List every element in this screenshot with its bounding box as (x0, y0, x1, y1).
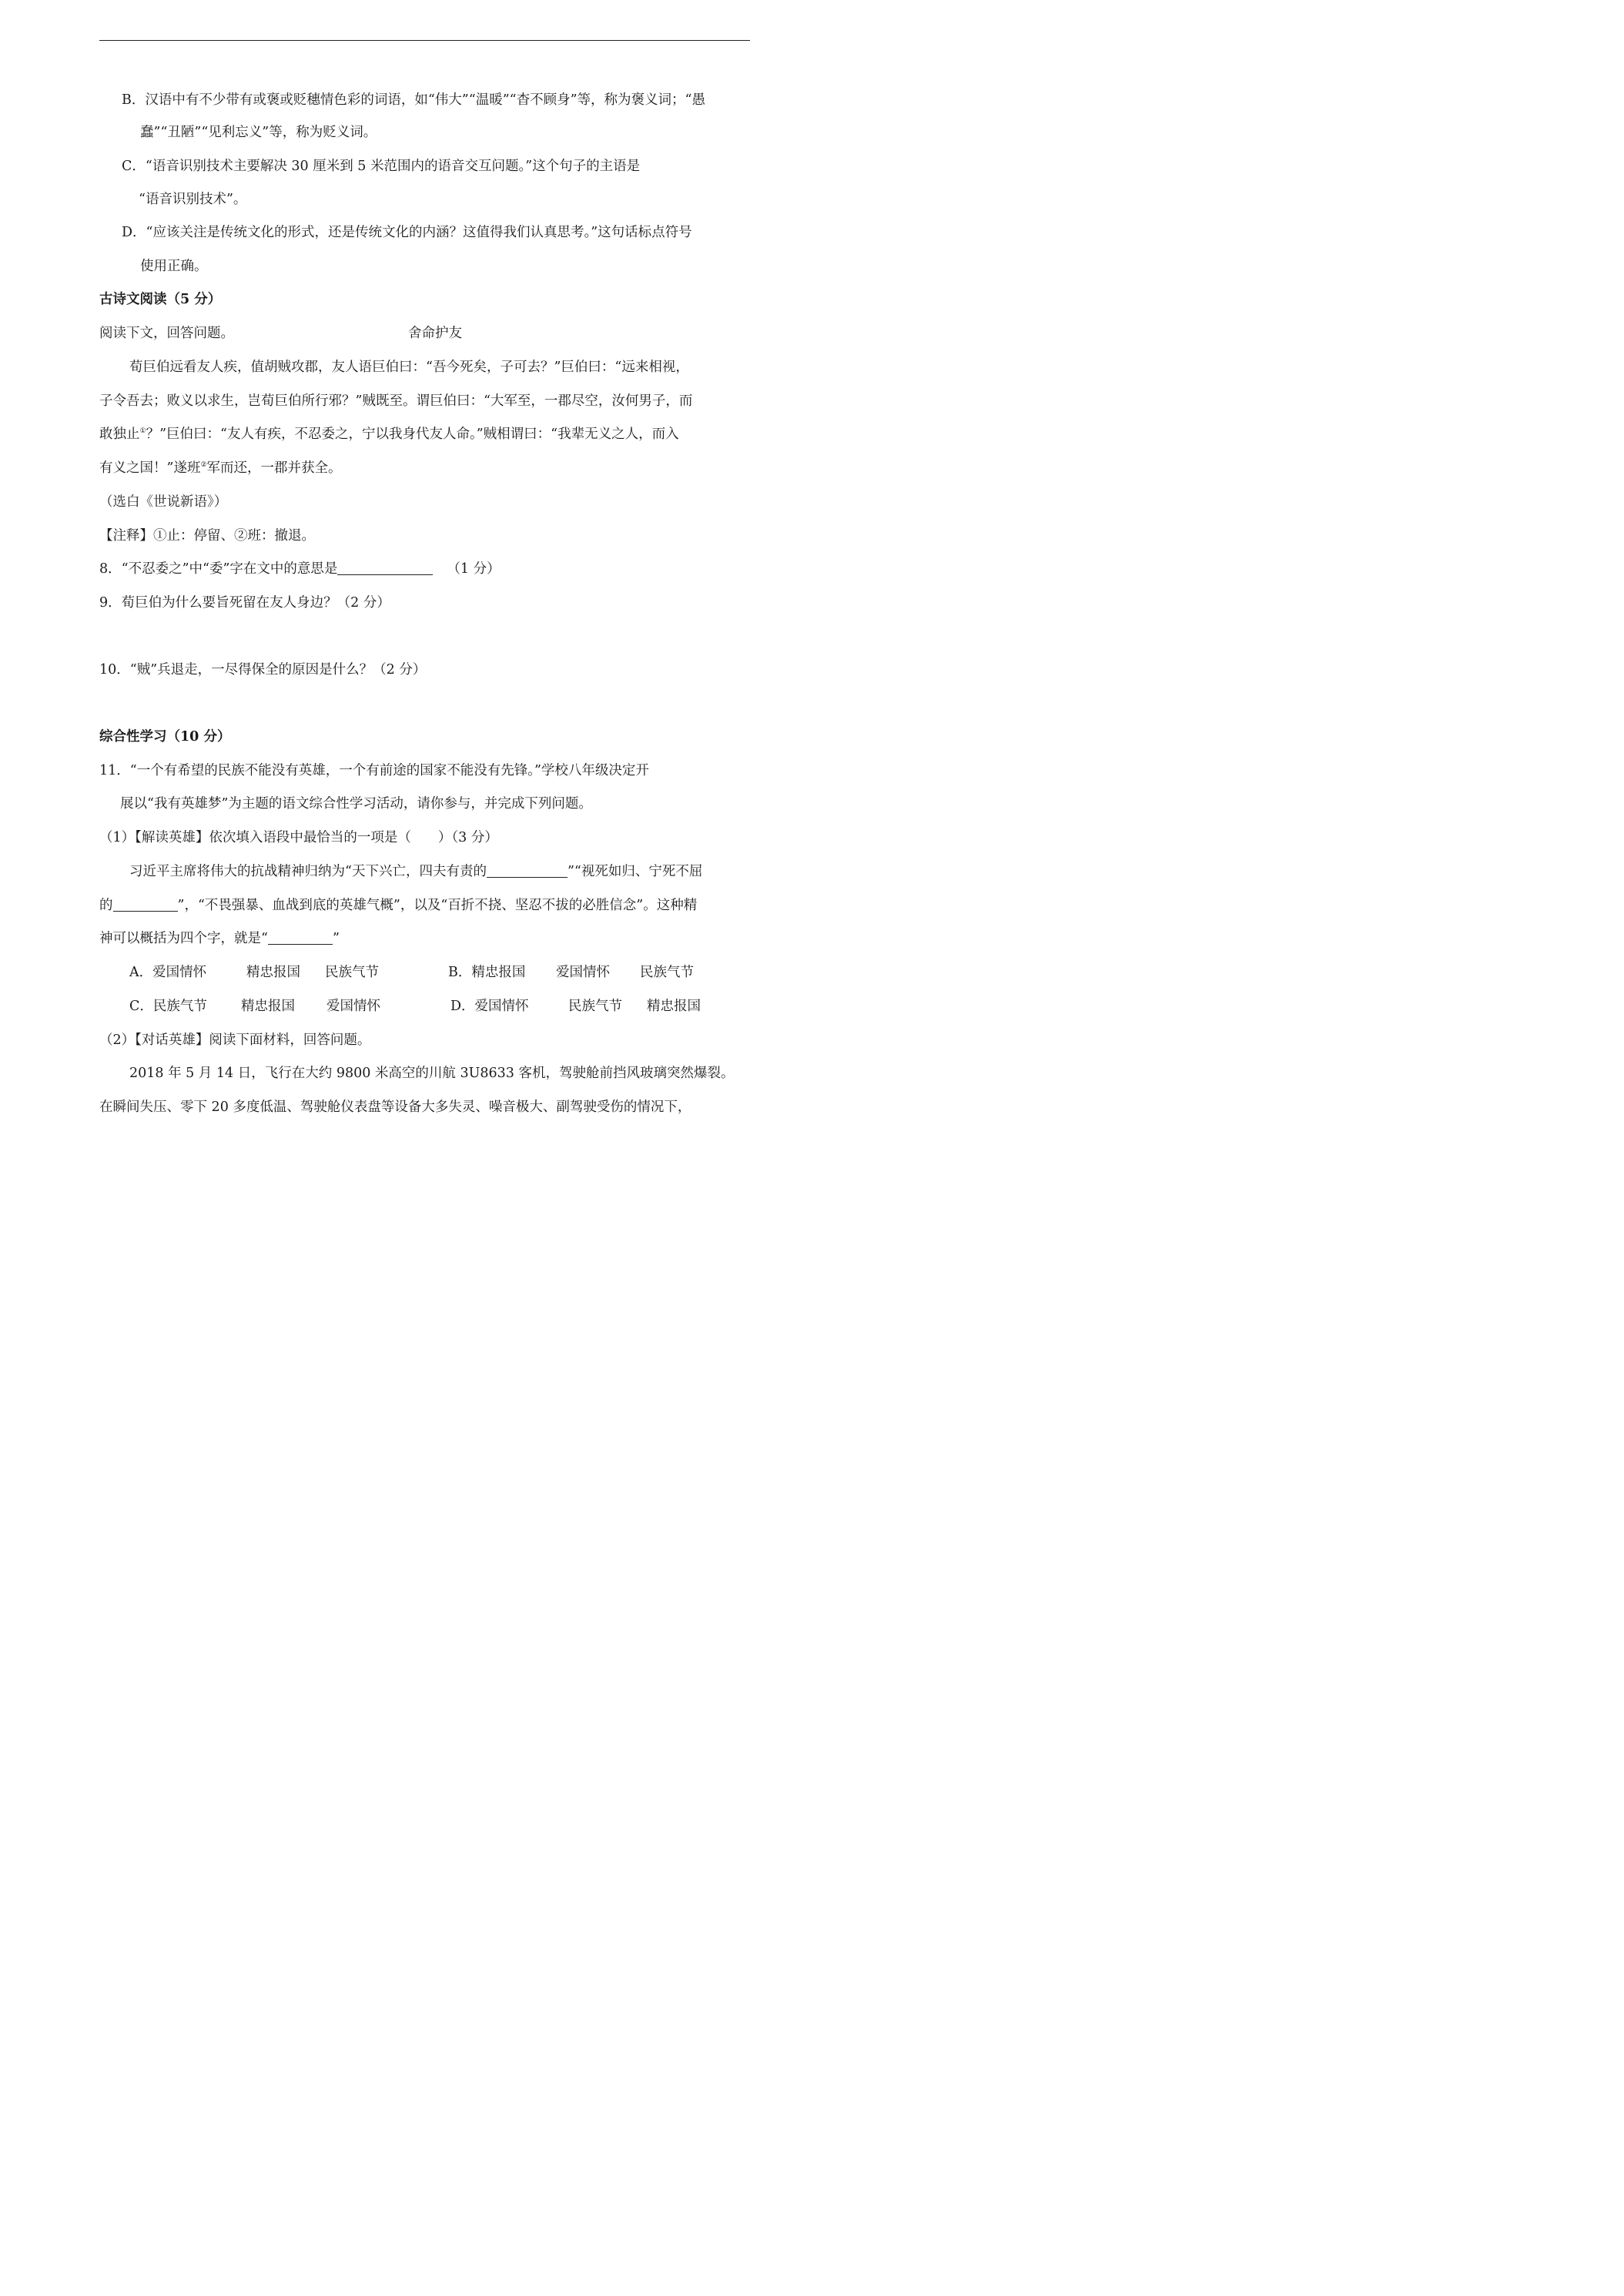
section-heading-classical: 古诗文阅读（5 分） (99, 292, 222, 307)
choice-c-1[interactable]: C．民族气节 (129, 999, 207, 1014)
option-c-line1: C．“语音识别技术主要解决 30 厘米到 5 米范围内的语音交互问题。”这个句子的主语是 (122, 159, 641, 174)
answer-blank-3[interactable] (268, 930, 333, 945)
reading-intro: 阅读下文，回答问题。 (99, 326, 234, 341)
fill-paragraph-line3: 神可以概括为四个字，就是“ ” (99, 931, 340, 946)
sub-question-1: （1）【解读英雄】依次填入语段中最恰当的一项是（ ）（3 分） (99, 830, 498, 845)
fill-paragraph-line2: 的 ”，“不畏强暴、血战到底的英雄气概”，以及“百折不挠、坚忍不拔的必胜信念”。这种精 (99, 898, 698, 913)
passage-line-1: 荀巨伯远看友人疾，值胡贼攻郡，友人语巨伯曰：“吾今死矣，子可去？”巨伯曰：“远来相视， (129, 360, 689, 375)
option-b-line1: B．汉语中有不少带有或褒或贬穗情色彩的词语，如“伟大”“温暖”“杳不顾身”等，称为褒义词；“愚 (122, 92, 705, 108)
header-rule (99, 40, 750, 41)
option-b-line2: 蠢”“丑陋”“见利忘义”等，称为贬义词。 (140, 125, 377, 140)
passage-notes: 【注释】①止：停留、②班：撤退。 (99, 528, 315, 544)
answer-blank-2[interactable] (113, 897, 178, 912)
question-10: 10．“贼”兵退走，一尽得保全的原因是什么？（2 分） (99, 662, 427, 678)
question-11-line1: 11．“一个有希望的民族不能没有英雄，一个有前途的国家不能没有先锋。”学校八年级决定开 (99, 763, 649, 778)
answer-blank-q8[interactable] (337, 561, 433, 575)
option-c-line2: “语音识别技术”。 (139, 192, 247, 207)
material-line2: 在瞬间失压、零下 20 多度低温、驾驶舱仪表盘等设备大多失灵、噪音极大、副驾驶受伤的情况下， (99, 1099, 691, 1115)
choice-a-1[interactable]: A．爱国情怀 (129, 965, 207, 980)
question-11-line2: 展以“我有英雄梦”为主题的语文综合性学习活动，请你参与，并完成下列问题。 (120, 796, 592, 812)
option-d-line2: 使用正确。 (140, 259, 208, 274)
passage-title: 舍命护友 (408, 326, 462, 341)
footnote-mark-2: ② (200, 461, 207, 469)
choice-d-2: 民族气节 (568, 999, 622, 1014)
passage-line-3: 敢独止①？”巨伯曰：“友人有疾，不忍委之，宁以我身代友人命。”贼相谓曰：“我辈无义之人，而入 (99, 427, 679, 442)
choice-b-1[interactable]: B．精忠报国 (448, 965, 526, 980)
choice-a-2: 精忠报国 (246, 965, 300, 980)
choice-a-3: 民族气节 (325, 965, 379, 980)
fill-paragraph-line1: 习近平主席将伟大的抗战精神归纳为“天下兴亡，四夫有责的 ”“视死如归、宁死不屈 (129, 864, 703, 879)
sub-question-2: （2）【对话英雄】阅读下面材料，回答问题。 (99, 1033, 371, 1048)
question-9: 9．荀巨伯为什么要旨死留在友人身边？（2 分） (99, 595, 390, 611)
choice-b-2: 爱国情怀 (556, 965, 610, 980)
answer-blank-1[interactable] (487, 863, 568, 878)
choice-b-3: 民族气节 (640, 965, 694, 980)
passage-line-4: 有义之国！”遂班②军而还，一郡并获全。 (99, 460, 342, 476)
option-d-line1: D．“应该关注是传统文化的形式，还是传统文化的内涵？这值得我们认真思考。”这句话标点符号 (122, 225, 692, 240)
choice-d-3: 精忠报国 (647, 999, 701, 1014)
material-line1: 2018 年 5 月 14 日，飞行在大约 9800 米高空的川航 3U8633 客机，驾驶舱前挡风玻璃突然爆裂。 (129, 1066, 735, 1081)
passage-source: （选白《世说新语》） (99, 494, 228, 510)
question-8: 8．“不忍委之”中“委”字在文中的意思是 （1 分） (99, 561, 501, 577)
section-heading-comprehensive: 综合性学习（10 分） (99, 729, 231, 745)
choice-d-1[interactable]: D．爱国情怀 (450, 999, 529, 1014)
choice-c-2: 精忠报国 (241, 999, 295, 1014)
choice-c-3: 爱国情怀 (326, 999, 380, 1014)
passage-line-2: 子令吾去；败义以求生，岂荀巨伯所行邪？”贼既至。谓巨伯曰：“大军至，一郡尽空，汝何男子，而 (99, 393, 693, 409)
footnote-mark-1: ① (139, 427, 146, 435)
